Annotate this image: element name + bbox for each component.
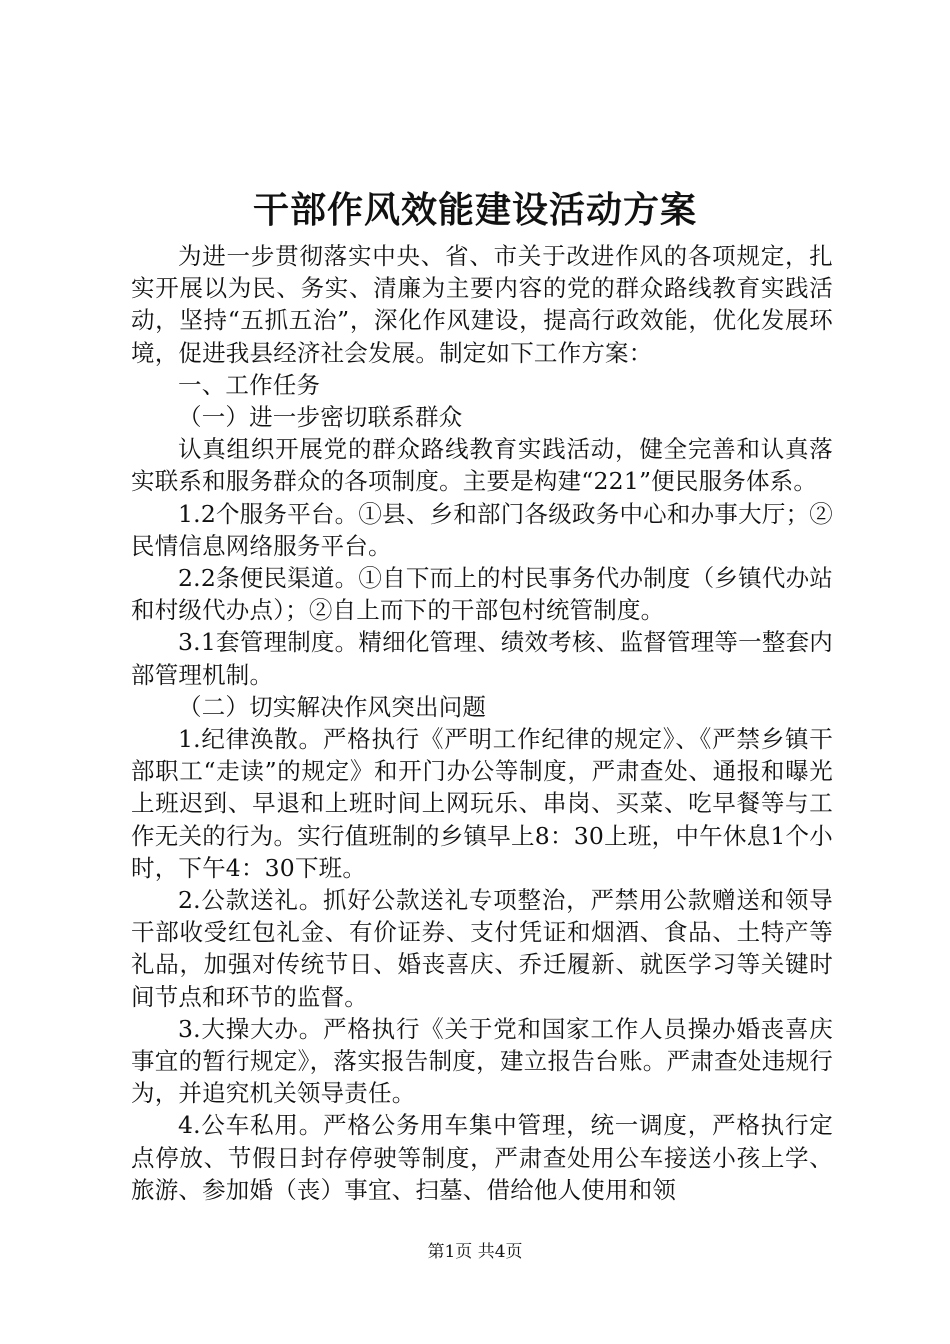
paragraph-intro: 为进一步贯彻落实中央、省、市关于改进作风的各项规定，扎实开展以为民、务实、清廉为主要内容的党的群众路线教育实践活动，坚持“五抓五治”，深化作风建设，提高行政效能，优化发展环境，促进我县经济社会发展。制定如下工作方案： xyxy=(131,242,833,367)
document-body xyxy=(131,240,833,1206)
list-item: 3.大操大办。严格执行《关于党和国家工作人员操办婚丧喜庆事宜的暂行规定》，落实报告制度，建立报告台账。严肃查处违规行为，并追究机关领导责任。 xyxy=(131,1014,833,1108)
list-item: 2.公款送礼。抓好公款送礼专项整治，严禁用公款赠送和领导干部收受红包礼金、有价证券、支付凭证和烟酒、食品、土特产等礼品，加强对传统节日、婚丧喜庆、乔迁履新、就医学习等关键时间节点和环节的监督。 xyxy=(131,886,833,1011)
list-item: 1.2个服务平台。①县、乡和部门各级政务中心和办事大厅；②民情信息网络服务平台。 xyxy=(131,499,833,560)
list-item: 4.公车私用。严格公务用车集中管理，统一调度，严格执行定点停放、节假日封存停驶等制度，严肃查处用公车接送小孩上学、旅游、参加婚（丧）事宜、扫墓、借给他人使用和领 xyxy=(131,1111,833,1204)
document-title: 干部作风效能建设活动方案 xyxy=(252,189,697,231)
paragraph: 认真组织开展党的群众路线教育实践活动，健全完善和认真落实联系和服务群众的各项制度。主要是构建“221”便民服务体系。 xyxy=(131,435,833,496)
page-number: 第1页 共4页 xyxy=(427,1242,523,1262)
list-item: 2.2条便民渠道。①自下而上的村民事务代办制度（乡镇代办站和村级代办点）；②自上而下的干部包村统管制度。 xyxy=(131,564,833,625)
list-item: 3.1套管理制度。精细化管理、绩效考核、监督管理等一整套内部管理机制。 xyxy=(131,628,833,689)
subsection-heading: （二）切实解决作风突出问题 xyxy=(178,692,487,721)
list-item: 1.纪律涣散。严格执行《严明工作纪律的规定》、《严禁乡镇干部职工“走读”的规定》和开门办公等制度，严肃查处、通报和曝光上班迟到、早退和上班时间上网玩乐、串岗、买菜、吃早餐等与工作无关的行为。实行值班制的乡镇早上8：30上班，中午休息1个小时，下午4：30下班。 xyxy=(131,725,833,882)
section-heading: 一、工作任务 xyxy=(178,370,321,399)
subsection-heading: （一）进一步密切联系群众 xyxy=(178,403,463,432)
